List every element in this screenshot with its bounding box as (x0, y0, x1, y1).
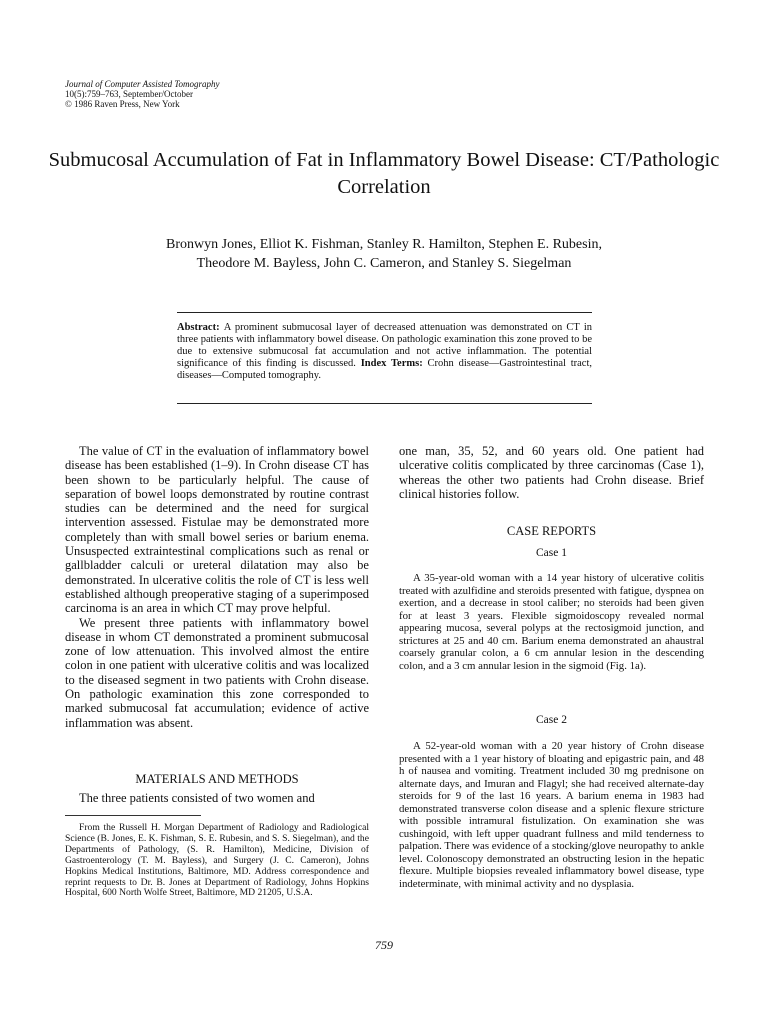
methods-paragraph-start: The three patients consisted of two women and (79, 791, 315, 805)
case-1-text (399, 572, 704, 672)
author-list (40, 235, 728, 273)
case-2-text (399, 740, 704, 890)
case-2-paragraph: A 52-year-old woman with a 20 year history of Crohn disease presented with a 1 year history of bloating and epigastric pain, and 48 h of nausea and vomiting. Treatment included 30 mg prednisone on alternate days, and Imuran and Flagyl; she had received alternate-day steroids for 9 of the last 16 years. A barium enema in 1983 had demonstrated transverse colon disease and a splenic flexure stricture with possible intramural fistulization. On examination she was cushingoid, with left upper quadrant fullness and mild tenderness to palpation. There was evidence of a stocking/glove neuropathy to ankle level. Colonoscopy demonstrated an obstructing lesion in the hepatic flexure. Multiple biopsies revealed inflammatory bowel disease, type indeterminate, with minimal activity and no dysplasia. (399, 740, 705, 890)
case-2-heading: Case 2 (536, 714, 567, 726)
case-reports-heading: CASE REPORTS (506, 524, 597, 538)
methods-text-start (65, 791, 369, 805)
intro-paragraph-2: We present three patients with inflammatory bowel disease in whom CT demonstrated a prominent submucosal zone of low attenuation. This involved almost the entire colon in one patient with ulcerative colitis and was localized to the diseased segment in two patients with Crohn disease. On pathologic examination this zone corresponded to marked submucosal fat accumulation; evidence of active inflammation was absent. (65, 615, 369, 730)
abstract-top-rule (177, 312, 592, 313)
affiliation-footnote (65, 823, 369, 899)
page-number: 759 (375, 938, 393, 952)
methods-paragraph-continued: one man, 35, 52, and 60 years old. One patient had ulcerative colitis complicated by three carcinomas (Case 1), whereas the other two patients had Crohn disease. Brief clinical histories follow. (399, 444, 704, 501)
case-1-paragraph: A 35-year-old woman with a 14 year history of ulcerative colitis treated with azulfidine and steroids presented with fatigue, dyspnea on exertion, and a decrease in stool caliber; no steroids had been given for at least 3 years. Flexible sigmoidoscopy revealed normal appearing mucosa, several polyps at the rectosigmoid junction, and strictures at 25 and 40 cm. Barium enema demonstrated an ahaustral coarsely granular colon, a 6 cm annular lesion in the descending colon, and a 3 cm annular lesion in the sigmoid (Fig. 1a). (399, 572, 704, 672)
author-line-1: Bronwyn Jones, Elliot K. Fishman, Stanley R. Hamilton, Stephen E. Rubesin, (166, 237, 602, 252)
abstract (177, 322, 592, 382)
methods-text-continued (399, 444, 704, 501)
abstract-label: Abstract: (177, 322, 224, 333)
left-column (65, 444, 369, 730)
author-line-2: Theodore M. Bayless, John C. Cameron, and Stanley S. Siegelman (196, 256, 572, 271)
case-1-heading: Case 1 (536, 547, 567, 559)
footnote-rule (65, 815, 201, 816)
index-terms-text: Crohn disease—Gastrointestinal tract, diseases—Computed tomography. (177, 358, 592, 382)
journal-issue: 10(5):759–763, September/October (65, 89, 193, 99)
journal-citation (65, 79, 220, 109)
methods-heading: MATERIALS AND METHODS (135, 772, 299, 786)
abstract-bottom-rule (177, 403, 592, 404)
journal-name: Journal of Computer Assisted Tomography (65, 79, 220, 89)
article-title: Submucosal Accumulation of Fat in Inflammatory Bowel Disease: CT/Pathologic Correlation (48, 149, 720, 198)
footnote-text: From the Russell H. Morgan Department of Radiology and Radiological Science (B. Jones, E. K. Fishman, S. E. Rubesin, and S. S. Siegelman), and the Departments of Pathology, (S. R. Hamilton), Medicine, Division of Gastroenterology (T. M. Bayless), and Surgery (J. C. Cameron), Johns Hopkins Medical Institutions, Baltimore, MD. Address correspondence and reprint requests to Dr. B. Jones at Department of Radiology, Johns Hopkins Hospital, 600 North Wolfe Street, Baltimore, MD 21205, U.S.A. (65, 822, 369, 899)
index-terms-label: Index Terms: (360, 358, 428, 370)
journal-copyright: © 1986 Raven Press, New York (65, 99, 180, 109)
abstract-text: A prominent submucosal layer of decreased attenuation was demonstrated on CT in three patients with inflammatory bowel disease. On pathologic examination this zone proved to be due to extensive submucosal fat accumulation and not active inflammation. The potential significance of this finding is discussed. (177, 322, 592, 370)
intro-paragraph-1: The value of CT in the evaluation of inflammatory bowel disease has been established (1–9). In Crohn disease CT has been shown to be particularly helpful. The cause of separation of bowel loops demonstrated by routine contrast studies can be determined and the need for surgical intervention assessed. Fistulae may be demonstrated more completely than with small bowel series or barium enema. Unsuspected extraintestinal complications such as renal or gallbladder calculi or ureteral dilatation may also be demonstrated. In ulcerative colitis the role of CT is less well established although preoperative staging of a superimposed carcinoma is an area in which CT may prove helpful. (65, 444, 369, 616)
